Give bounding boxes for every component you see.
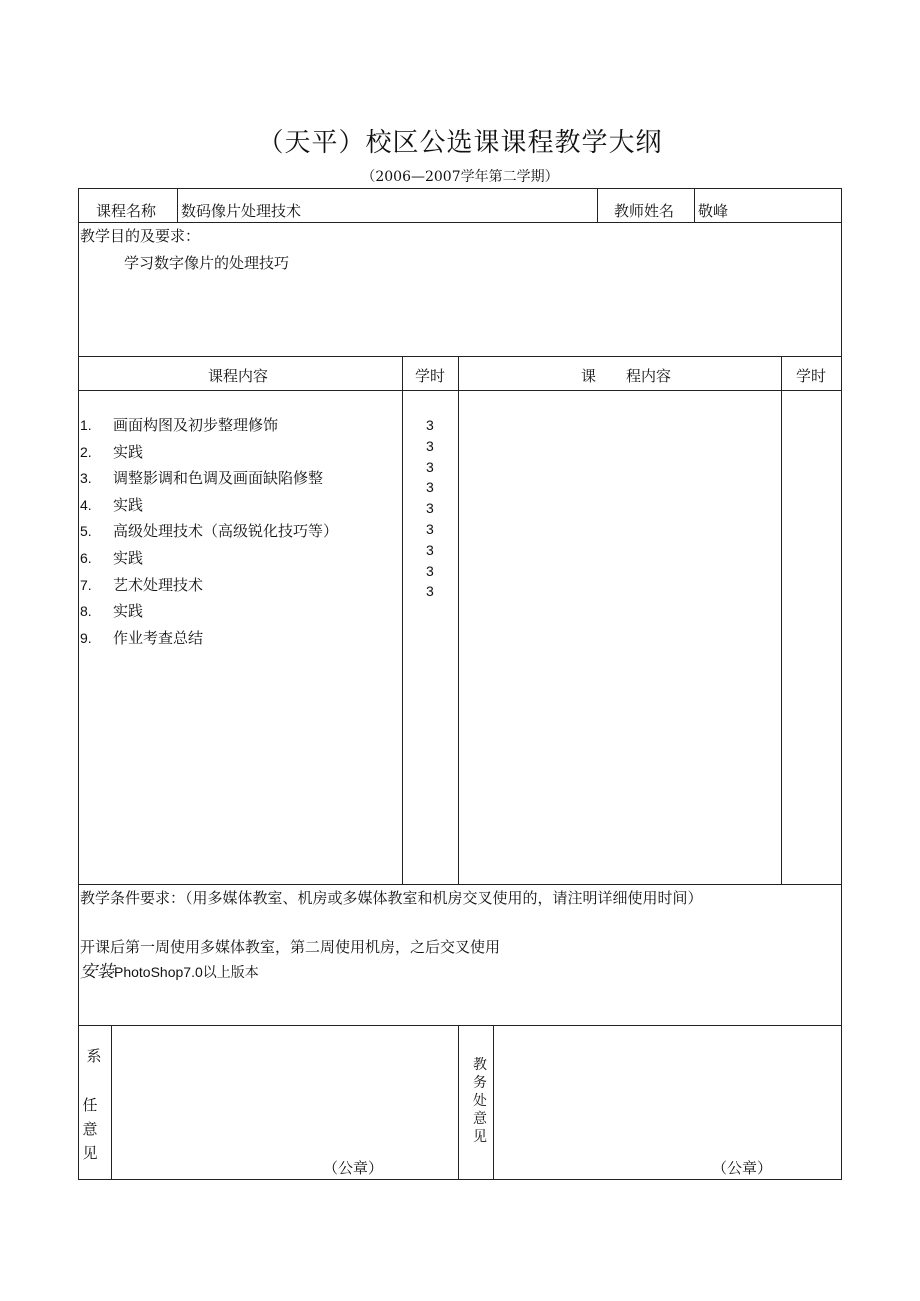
course-name-value: 数码像片处理技术 <box>181 202 302 220</box>
course-item-hours: 3 <box>426 458 434 475</box>
dept-char-2: 任 <box>82 1096 98 1114</box>
course-item-text: 作业考查总结 <box>113 628 204 647</box>
course-item <box>80 468 323 488</box>
conditions-line-2 <box>80 962 259 982</box>
course-item-number: 5. <box>80 523 92 540</box>
semester-subtitle: （2006—2007学年第二学期） <box>361 169 559 185</box>
course-item-text: 实践 <box>113 602 144 621</box>
hours-header-left: 学时 <box>415 367 446 385</box>
office-char-2: 务 <box>473 1075 487 1091</box>
hours-header-right: 学时 <box>796 367 827 385</box>
course-item-number: 6. <box>80 550 92 566</box>
dept-char-4: 见 <box>82 1144 98 1162</box>
teacher-label: 教师姓名 <box>614 202 675 220</box>
course-item-hours: 3 <box>426 541 434 558</box>
course-item-text: 艺术处理技术 <box>113 575 204 594</box>
teacher-value: 敬峰 <box>698 202 729 220</box>
course-item-number: 4. <box>80 496 92 513</box>
course-item <box>80 575 203 595</box>
course-item-hours: 3 <box>426 500 434 517</box>
conditions-line-1: 开课后第一周使用多媒体教室，第二周使用机房，之后交叉使用 <box>80 938 501 956</box>
course-item-hours: 3 <box>426 479 434 496</box>
course-item-text: 实践 <box>113 442 144 461</box>
office-char-5: 见 <box>473 1129 487 1145</box>
course-item-text: 实践 <box>113 549 144 567</box>
course-item-number: 8. <box>80 603 92 620</box>
course-item <box>80 415 278 435</box>
course-item <box>80 495 143 515</box>
course-item <box>80 601 143 621</box>
course-item-text: 调整影调和色调及画面缺陷修整 <box>113 469 324 488</box>
objective-label: 教学目的及要求： <box>80 227 201 245</box>
course-item <box>80 521 338 541</box>
course-item-number: 1. <box>80 417 92 433</box>
course-item-hours: 3 <box>426 562 434 579</box>
office-char-1: 教 <box>473 1057 487 1073</box>
course-item-text: 高级处理技术（高级锐化技巧等） <box>113 522 339 541</box>
course-item-text: 画面构图及初步整理修饰 <box>113 416 279 434</box>
dept-char-3: 意 <box>82 1120 98 1138</box>
content-header-right: 课 程内容 <box>581 367 672 385</box>
office-char-4: 意 <box>473 1111 487 1127</box>
content-header-left: 课程内容 <box>208 367 269 385</box>
course-item <box>80 548 143 568</box>
course-item-number: 3. <box>80 470 92 487</box>
course-item-number: 9. <box>80 629 92 646</box>
install-word: 安装 <box>80 962 114 982</box>
dept-seal: （公章） <box>323 1159 384 1177</box>
office-seal: （公章） <box>712 1159 773 1177</box>
conditions-label: 教学条件要求：（用多媒体教室、机房或多媒体教室和机房交叉使用的，请注明详细使用时间） <box>80 889 703 907</box>
course-item <box>80 442 143 462</box>
course-item-number: 2. <box>80 443 92 460</box>
course-item-hours: 3 <box>426 583 434 600</box>
objective-text: 学习数字像片的处理技巧 <box>124 254 290 272</box>
course-name-label: 课程名称 <box>96 202 157 220</box>
dept-char-1: 系 <box>86 1047 102 1065</box>
course-item-hours: 3 <box>426 437 434 454</box>
page-title: （天平）校区公选课课程教学大纲 <box>257 128 663 158</box>
course-item-hours: 3 <box>426 521 434 537</box>
office-char-3: 处 <box>473 1093 487 1109</box>
software-requirement: PhotoShop7.0以上版本 <box>114 964 259 980</box>
course-item-number: 7. <box>80 576 92 593</box>
course-item-text: 实践 <box>113 495 144 514</box>
course-item-hours: 3 <box>426 417 434 433</box>
course-item <box>80 628 203 648</box>
